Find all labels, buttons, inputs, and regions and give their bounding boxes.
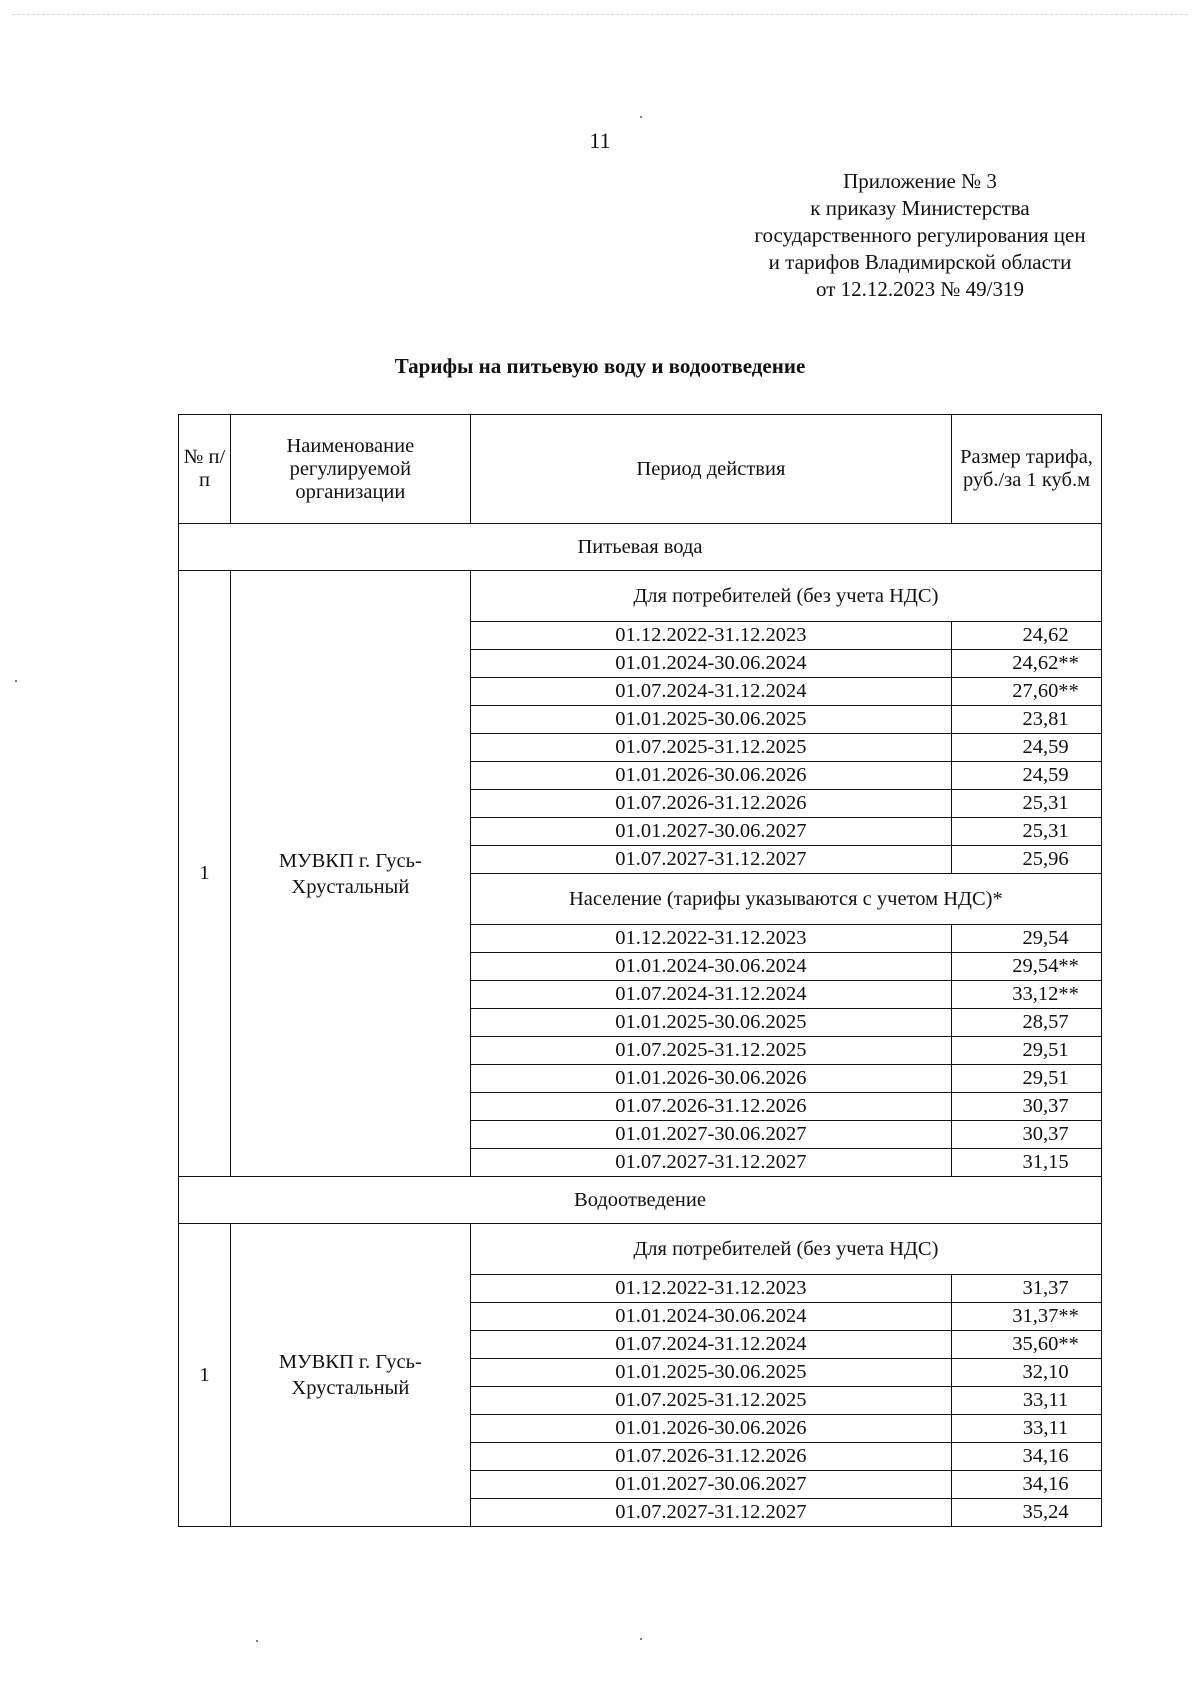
consumer-group-label: Для потребителей (без учета НДС) bbox=[470, 571, 1101, 622]
period-cell: 01.01.2025-30.06.2025 bbox=[470, 1359, 951, 1387]
tariff-cell: 27,60** bbox=[952, 678, 1102, 706]
period-cell: 01.07.2027-31.12.2027 bbox=[470, 846, 951, 874]
appendix-line: государственного регулирования цен bbox=[754, 223, 1086, 247]
period-cell: 01.01.2024-30.06.2024 bbox=[470, 1303, 951, 1331]
consumer-group-row bbox=[179, 571, 1102, 622]
appendix-line: Приложение № 3 bbox=[843, 169, 997, 193]
tariff-cell: 31,15 bbox=[952, 1149, 1102, 1177]
section-title: Питьевая вода bbox=[179, 524, 1102, 571]
tariff-cell: 23,81 bbox=[952, 706, 1102, 734]
tariff-cell: 25,96 bbox=[952, 846, 1102, 874]
period-cell: 01.07.2025-31.12.2025 bbox=[470, 1387, 951, 1415]
section-title: Водоотведение bbox=[179, 1177, 1102, 1224]
organization-name: МУВКП г. Гусь-Хрустальный bbox=[230, 571, 470, 1177]
period-cell: 01.01.2025-30.06.2025 bbox=[470, 1009, 951, 1037]
tariff-cell: 28,57 bbox=[952, 1009, 1102, 1037]
tariff-cell: 29,54** bbox=[952, 953, 1102, 981]
tariff-cell: 29,51 bbox=[952, 1065, 1102, 1093]
period-cell: 01.07.2024-31.12.2024 bbox=[470, 981, 951, 1009]
tariff-cell: 29,51 bbox=[952, 1037, 1102, 1065]
period-cell: 01.12.2022-31.12.2023 bbox=[470, 925, 951, 953]
tariffs-table bbox=[178, 414, 1102, 1527]
period-cell: 01.07.2027-31.12.2027 bbox=[470, 1499, 951, 1527]
header-tariff: Размер тарифа, руб./за 1 куб.м bbox=[952, 415, 1102, 524]
header-period: Период действия bbox=[470, 415, 951, 524]
header-organization: Наименование регулируемой организации bbox=[230, 415, 470, 524]
tariff-cell: 35,24 bbox=[952, 1499, 1102, 1527]
consumer-group-label: Население (тарифы указываются с учетом НДС)* bbox=[470, 874, 1101, 925]
tariff-cell: 31,37** bbox=[952, 1303, 1102, 1331]
table-header-row bbox=[179, 415, 1102, 524]
period-cell: 01.01.2026-30.06.2026 bbox=[470, 1065, 951, 1093]
section-row bbox=[179, 1177, 1102, 1224]
tariff-cell: 30,37 bbox=[952, 1121, 1102, 1149]
period-cell: 01.01.2026-30.06.2026 bbox=[470, 762, 951, 790]
tariff-cell: 33,11 bbox=[952, 1387, 1102, 1415]
tariff-cell: 34,16 bbox=[952, 1471, 1102, 1499]
tariff-cell: 30,37 bbox=[952, 1093, 1102, 1121]
scan-speck bbox=[256, 1640, 258, 1642]
appendix-block bbox=[740, 168, 1100, 303]
appendix-line: от 12.12.2023 № 49/319 bbox=[815, 277, 1025, 301]
tariff-cell: 25,31 bbox=[952, 818, 1102, 846]
period-cell: 01.07.2027-31.12.2027 bbox=[470, 1149, 951, 1177]
period-cell: 01.01.2027-30.06.2027 bbox=[470, 1121, 951, 1149]
period-cell: 01.07.2025-31.12.2025 bbox=[470, 1037, 951, 1065]
document-title: Тарифы на питьевую воду и водоотведение bbox=[394, 354, 806, 378]
period-cell: 01.01.2027-30.06.2027 bbox=[470, 818, 951, 846]
tariffs-table-body bbox=[179, 415, 1102, 1527]
tariff-cell: 29,54 bbox=[952, 925, 1102, 953]
header-number: № п/п bbox=[179, 415, 231, 524]
period-cell: 01.07.2024-31.12.2024 bbox=[470, 678, 951, 706]
period-cell: 01.07.2024-31.12.2024 bbox=[470, 1331, 951, 1359]
row-number: 1 bbox=[179, 571, 231, 1177]
tariff-cell: 31,37 bbox=[952, 1275, 1102, 1303]
scan-speck bbox=[640, 1638, 642, 1640]
period-cell: 01.01.2025-30.06.2025 bbox=[470, 706, 951, 734]
period-cell: 01.01.2027-30.06.2027 bbox=[470, 1471, 951, 1499]
period-cell: 01.01.2026-30.06.2026 bbox=[470, 1415, 951, 1443]
consumer-group-label: Для потребителей (без учета НДС) bbox=[470, 1224, 1101, 1275]
tariff-cell: 24,62** bbox=[952, 650, 1102, 678]
scan-speck bbox=[15, 680, 17, 682]
page-number: 11 bbox=[589, 128, 611, 153]
organization-name: МУВКП г. Гусь-Хрустальный bbox=[230, 1224, 470, 1527]
period-cell: 01.07.2026-31.12.2026 bbox=[470, 790, 951, 818]
tariff-cell: 24,59 bbox=[952, 762, 1102, 790]
tariff-cell: 33,11 bbox=[952, 1415, 1102, 1443]
tariff-cell: 24,59 bbox=[952, 734, 1102, 762]
scan-speck bbox=[640, 116, 642, 118]
appendix-line: к приказу Министерства bbox=[810, 196, 1030, 220]
period-cell: 01.07.2025-31.12.2025 bbox=[470, 734, 951, 762]
tariff-cell: 32,10 bbox=[952, 1359, 1102, 1387]
consumer-group-row bbox=[179, 1224, 1102, 1275]
section-row bbox=[179, 524, 1102, 571]
scan-edge-line bbox=[12, 14, 1188, 15]
appendix-line: и тарифов Владимирской области bbox=[768, 250, 1072, 274]
period-cell: 01.07.2026-31.12.2026 bbox=[470, 1093, 951, 1121]
tariff-cell: 25,31 bbox=[952, 790, 1102, 818]
period-cell: 01.01.2024-30.06.2024 bbox=[470, 953, 951, 981]
tariff-cell: 24,62 bbox=[952, 622, 1102, 650]
period-cell: 01.01.2024-30.06.2024 bbox=[470, 650, 951, 678]
tariff-cell: 33,12** bbox=[952, 981, 1102, 1009]
period-cell: 01.07.2026-31.12.2026 bbox=[470, 1443, 951, 1471]
tariff-cell: 34,16 bbox=[952, 1443, 1102, 1471]
row-number: 1 bbox=[179, 1224, 231, 1527]
period-cell: 01.12.2022-31.12.2023 bbox=[470, 622, 951, 650]
tariff-cell: 35,60** bbox=[952, 1331, 1102, 1359]
period-cell: 01.12.2022-31.12.2023 bbox=[470, 1275, 951, 1303]
